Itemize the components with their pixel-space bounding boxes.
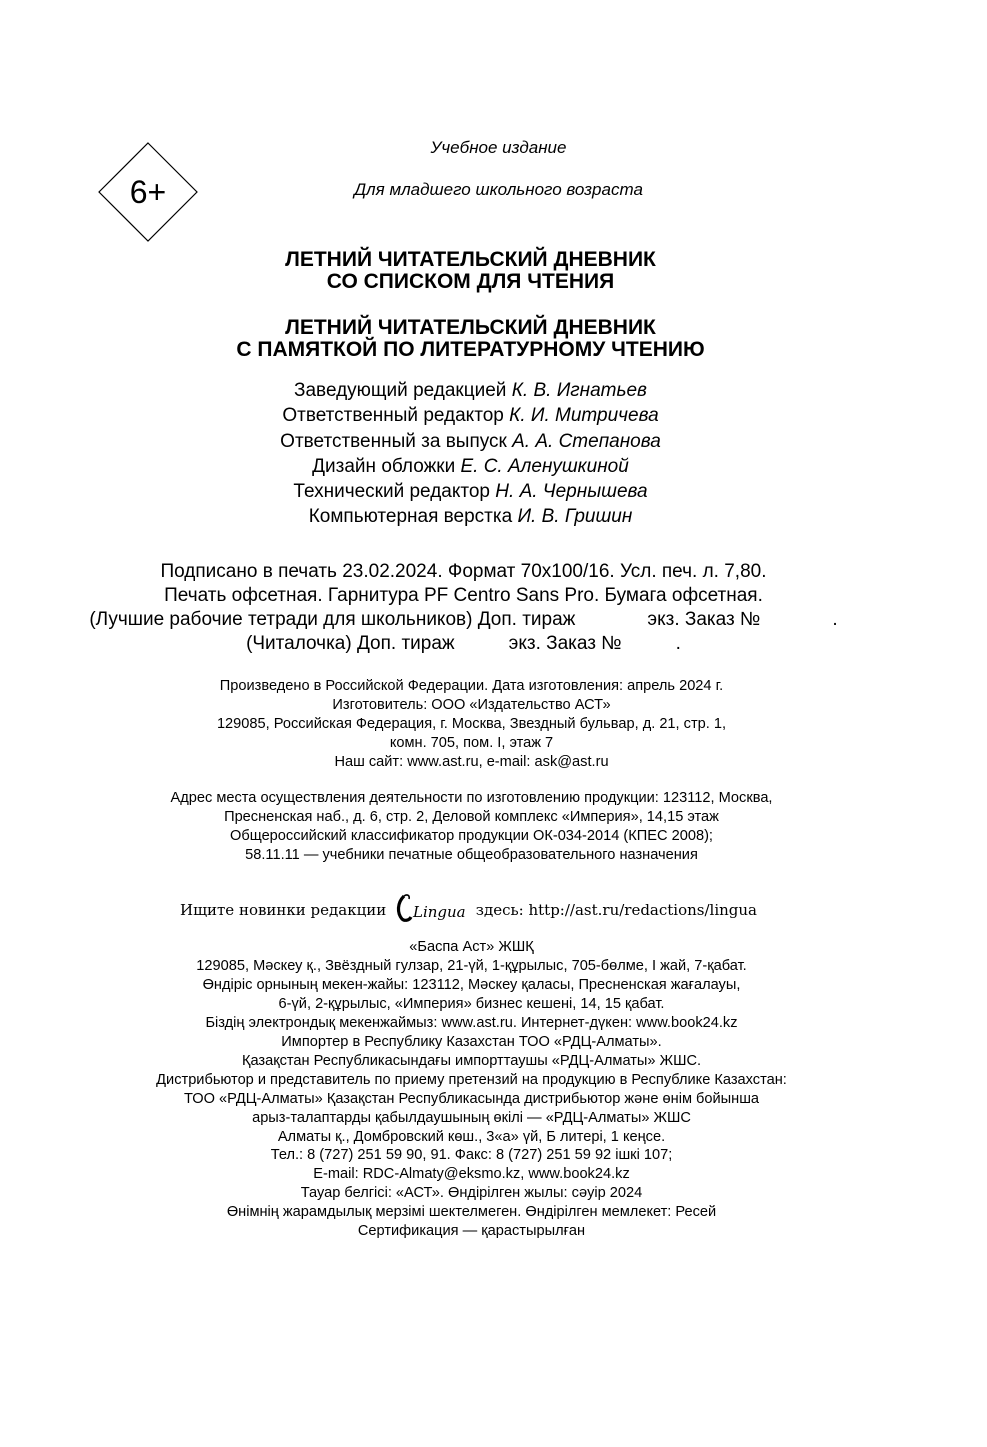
credit-role: Технический редактор <box>293 481 491 503</box>
info-line: 129085, Мәскеу қ., Звёздный гулзар, 21-үй, 1-құрылыс, 705-бөлме, I жай, 7-қабат. <box>196 957 747 974</box>
info-line: Сертификация — қарастырылған <box>357 1223 586 1240</box>
print-run-line <box>0 608 957 632</box>
info-line: комн. 705, пом. I, этаж 7 <box>389 735 554 751</box>
info-line: Адрес места осуществления деятельности по изготовлению продукции: 123112, Москва, <box>170 790 773 806</box>
svg-text:Lingua: Lingua <box>413 903 466 921</box>
credits-list <box>0 378 964 530</box>
title-line: С ПАМЯТКОЙ ПО ЛИТЕРАТУРНОМУ ЧТЕНИЮ <box>236 338 705 361</box>
credit-row <box>0 479 964 504</box>
info-line: арыз-талаптарды қабылдаушының өкілі — «РДЦ-Алматы» ЖШС <box>252 1109 691 1126</box>
info-line: Өндіріс орнының мекен-жайы: 123112, Мәскеу қаласы, Пресненская жағалауы, <box>202 976 741 993</box>
info-line: Қазақстан Республикасындағы импорттаушы «РДЦ-Алматы» ЖШС. <box>241 1052 702 1069</box>
production-address <box>0 789 965 865</box>
info-line: E-mail: RDC-Almaty@eksmo.kz, www.book24.kz <box>313 1166 630 1183</box>
credit-role: Компьютерная верстка <box>308 506 513 528</box>
credit-name: И. В. Гришин <box>517 506 633 528</box>
info-line: Наш сайт: www.ast.ru, e-mail: ask@ast.ru <box>334 754 609 770</box>
credit-row <box>0 403 964 428</box>
title-line: ЛЕТНИЙ ЧИТАТЕЛЬСКИЙ ДНЕВНИК <box>285 316 656 339</box>
info-line: Пресненская наб., д. 6, стр. 2, Деловой комплекс «Империя», 14,15 этаж <box>224 809 719 825</box>
credit-name: Е. С. Аленушкиной <box>460 455 629 477</box>
kazakhstan-info <box>0 938 965 1241</box>
print-info <box>0 560 957 656</box>
info-line: 6-үй, 2-құрылыс, «Империя» бизнес кешені, 14, 15 қабат. <box>278 995 665 1012</box>
info-line: Изготовитель: ООО «Издательство АСТ» <box>332 697 611 713</box>
period: . <box>675 633 681 654</box>
info-line: ТОО «РДЦ-Алматы» Қазақстан Республикасында дистрибьютор және өнім бойынша <box>183 1090 760 1107</box>
credit-name: К. В. Игнатьев <box>511 380 647 401</box>
credit-row <box>0 504 964 529</box>
info-line: Общероссийский классификатор продукции ОК-034-2014 (КПЕС 2008); <box>230 828 713 844</box>
credit-role: Ответственный за выпуск <box>280 430 507 452</box>
print-info-line: Печать офсетная. Гарнитура PF Centro Sans Pro. Бумага офсетная. <box>164 585 763 606</box>
age-rating-label: 6+ <box>129 174 167 210</box>
credit-name: А. А. Степанова <box>512 430 661 452</box>
info-line: Тауар белгісі: «АСТ». Өндірілген жылы: сәуір 2024 <box>300 1185 643 1202</box>
credit-role: Заведующий редакцией <box>294 380 507 401</box>
info-line: Импортер в Республику Казахстан ТОО «РДЦ-Алматы». <box>281 1033 662 1050</box>
period: . <box>832 609 838 630</box>
title-line: ЛЕТНИЙ ЧИТАТЕЛЬСКИЙ ДНЕВНИК <box>285 248 656 271</box>
info-line: Дистрибьютор и представитель по приему претензий на продукцию в Республике Казахстан: <box>156 1071 787 1088</box>
info-line: Алматы қ., Домбровский көш., 3«а» үй, Б литері, 1 кеңсе. <box>277 1128 666 1145</box>
credit-name: Н. А. Чернышева <box>495 481 648 503</box>
info-line: Өнімнің жарамдылық мерзімі шектелмеген. Өндірілген мемлекет: Ресей <box>226 1204 717 1221</box>
print-info-line: Подписано в печать 23.02.2024. Формат 70x100/16. Усл. печ. л. 7,80. <box>160 561 767 582</box>
lingua-prefix: Ищите новинки редакции <box>179 901 387 919</box>
order-label: экз. Заказ № <box>647 609 761 630</box>
info-line: 129085, Российская Федерация, г. Москва, Звездный бульвар, д. 21, стр. 1, <box>216 716 727 732</box>
info-line: 58.11.11 — учебники печатные общеобразовательного назначения <box>245 847 698 863</box>
credit-row <box>0 378 964 403</box>
order-label: экз. Заказ № <box>508 633 622 654</box>
lingua-url-line: здесь: http://ast.ru/redactions/lingua <box>475 901 758 919</box>
lingua-promo <box>0 893 962 931</box>
producer-info <box>0 677 965 772</box>
info-line: «Баспа Аст» ЖШҚ <box>409 939 534 955</box>
title-line: СО СПИСКОМ ДЛЯ ЧТЕНИЯ <box>326 270 615 293</box>
audience-note: Для младшего школьного возраста <box>354 180 643 199</box>
credit-row <box>0 429 964 454</box>
print-run-line <box>0 632 957 656</box>
credit-row <box>0 454 964 479</box>
lingua-logo <box>395 893 467 931</box>
book-title-2 <box>0 317 964 361</box>
print-run-label: (Лучшие рабочие тетради для школьников) Доп. тираж <box>89 609 576 630</box>
info-line: Тел.: 8 (727) 251 59 90, 91. Факс: 8 (727) 251 59 92 ішкі 107; <box>270 1147 673 1164</box>
credit-role: Дизайн обложки <box>312 455 456 477</box>
info-line: Произведено в Российской Федерации. Дата изготовления: апрель 2024 г. <box>219 678 724 694</box>
credit-name: К. И. Митричева <box>509 405 659 427</box>
book-title-1 <box>0 249 964 293</box>
credit-role: Ответственный редактор <box>282 405 504 427</box>
print-run-label: (Читалочка) Доп. тираж <box>246 633 455 654</box>
edition-type: Учебное издание <box>430 138 567 157</box>
info-line: Біздің электрондық мекенжаймыз: www.ast.ru. Интернет-дүкен: www.book24.kz <box>205 1014 738 1031</box>
